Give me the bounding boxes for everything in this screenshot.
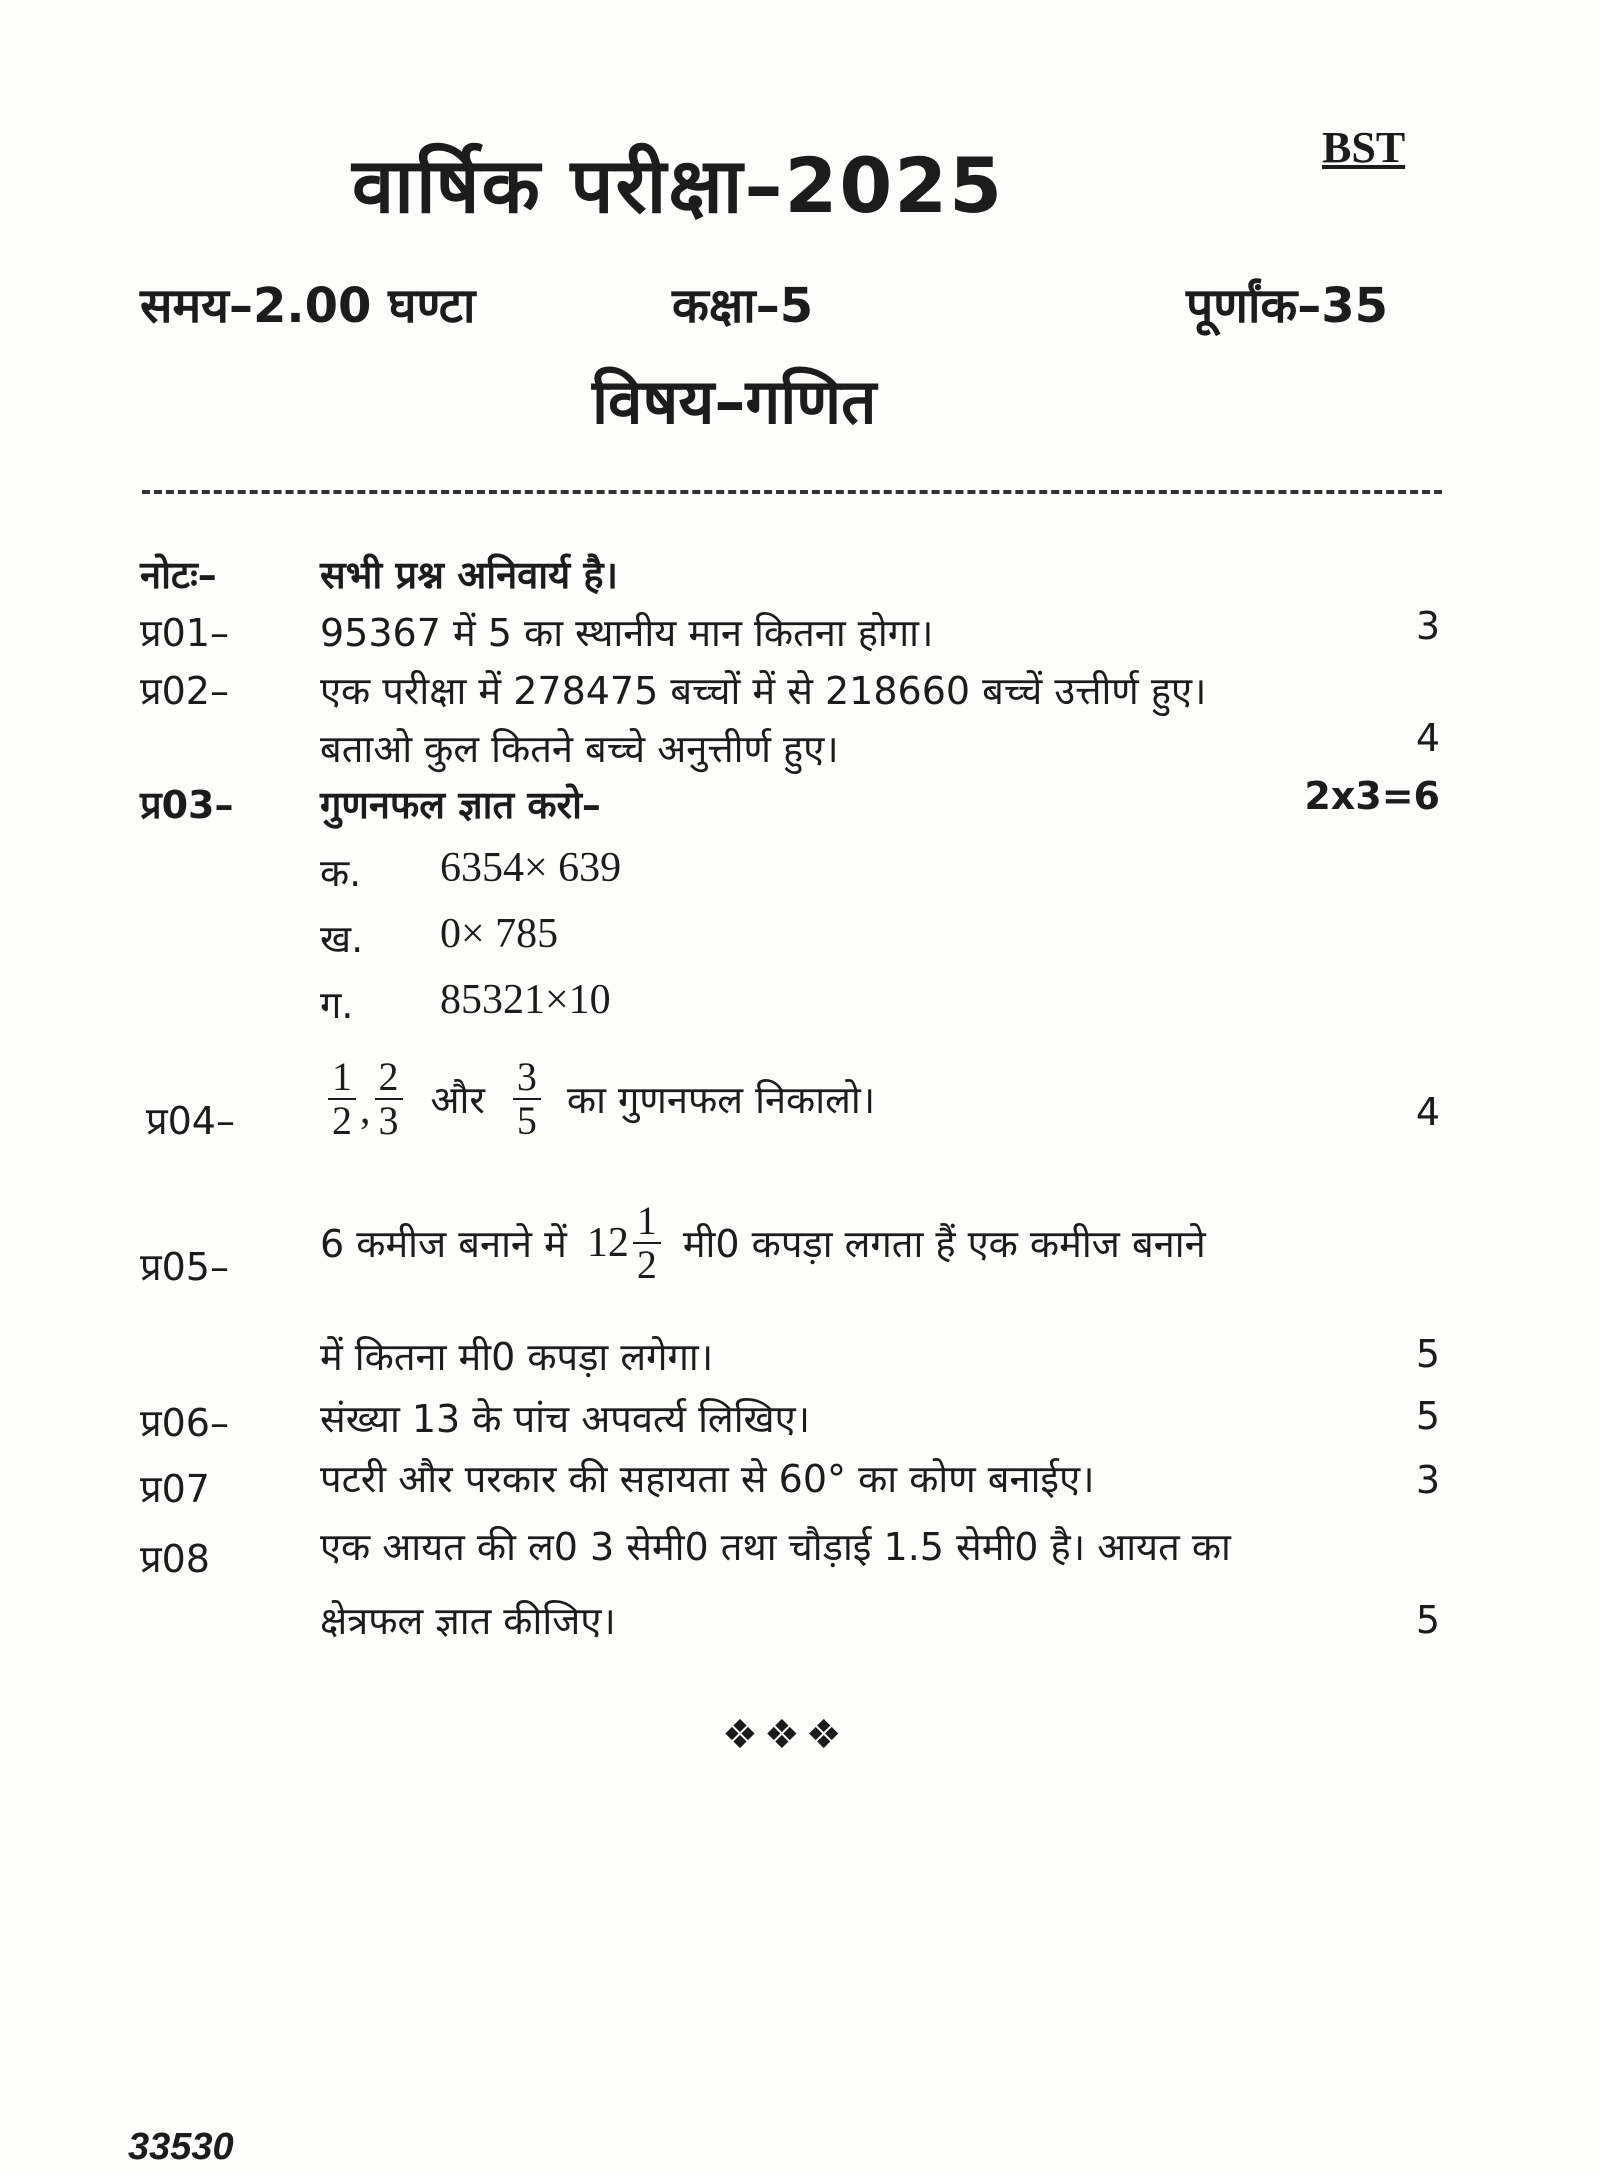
exam-subject: विषय–गणित — [592, 365, 877, 438]
q3-part-expr: 6354× 639 — [440, 845, 622, 891]
q4-marks: 4 — [1415, 1090, 1440, 1134]
fraction: $\frac{1}{2}$ — [328, 1056, 356, 1142]
q3-marks: 2x3=6 — [1304, 774, 1440, 818]
q2-marks: 4 — [1415, 716, 1440, 760]
q6-text: संख्या 13 के पांच अपवर्त्य लिखिए। — [320, 1397, 811, 1441]
q8-line1: एक आयत की ल0 3 सेमी0 तथा चौड़ाई 1.5 सेमी0 है। आयत का — [320, 1525, 1231, 1569]
q4-text: का गुणनफल निकालो। — [566, 1078, 876, 1122]
fraction: $\frac{3}{5}$ — [513, 1056, 541, 1142]
q5-marks: 5 — [1415, 1332, 1440, 1376]
footer-code: 33530 — [128, 2126, 234, 2168]
q1-text: 95367 में 5 का स्थानीय मान कितना होगा। — [320, 611, 934, 655]
q3-part-label: ग. — [320, 983, 354, 1027]
exam-duration: समय–2.00 घण्टा — [140, 278, 476, 334]
note-text: सभी प्रश्न अनिवार्य है। — [320, 553, 618, 597]
q6-marks: 5 — [1415, 1394, 1440, 1438]
q4-and: और — [430, 1078, 485, 1122]
q8-line2: क्षेत्रफल ज्ञात कीजिए। — [320, 1599, 616, 1643]
q3-part-label: क. — [320, 851, 362, 895]
q3-part-label: ख. — [320, 917, 364, 961]
q1-label: प्र01– — [140, 611, 229, 655]
q3-text: गुणनफल ज्ञात करो– — [320, 783, 601, 827]
header-divider — [142, 490, 1442, 494]
exam-title: वार्षिक परीक्षा–2025 — [352, 141, 1005, 230]
q2-line2: बताओ कुल कितने बच्चे अनुत्तीर्ण हुए। — [320, 727, 839, 771]
fraction: $\frac{1}{2}$ — [633, 1200, 661, 1286]
q6-label: प्र06– — [140, 1401, 229, 1445]
paper-code: BST — [1322, 123, 1406, 172]
q2-label: प्र02– — [140, 669, 229, 713]
q2-line1: एक परीक्षा में 278475 बच्चों में से 218660 बच्चें उत्तीर्ण हुए। — [320, 669, 1207, 713]
q4-expression: $\frac{1}{2}$ , $\frac{2}{3}$ और $\frac{3}{5}$ का गुणनफल निकालो। — [324, 1056, 875, 1142]
q7-marks: 3 — [1415, 1458, 1440, 1502]
q7-label: प्र07 — [140, 1467, 210, 1511]
q4-label: प्र04– — [146, 1099, 235, 1143]
q5-line2: में कितना मी0 कपड़ा लगेगा। — [320, 1335, 714, 1379]
fraction: $\frac{2}{3}$ — [375, 1056, 403, 1142]
q1-marks: 3 — [1415, 604, 1440, 648]
exam-class: कक्षा–5 — [672, 278, 814, 334]
q5-line1: 6 कमीज बनाने में 12 $\frac{1}{2}$ मी0 कपड़ा लगता हैं एक कमीज बनाने — [320, 1198, 1206, 1287]
q8-label: प्र08 — [140, 1537, 210, 1581]
q7-text: पटरी और परकार की सहायता से 60° का कोण बनाईए। — [320, 1457, 1095, 1501]
end-ornament: ❖❖❖ — [722, 1712, 848, 1758]
max-marks: पूर्णांक–35 — [1186, 278, 1389, 334]
q8-marks: 5 — [1415, 1598, 1440, 1642]
q3-part-expr: 85321×10 — [440, 977, 611, 1023]
q5-label: प्र05– — [140, 1245, 229, 1289]
note-label: नोटः– — [140, 553, 217, 597]
q3-part-expr: 0× 785 — [440, 911, 559, 957]
q3-label: प्र03– — [140, 783, 234, 827]
